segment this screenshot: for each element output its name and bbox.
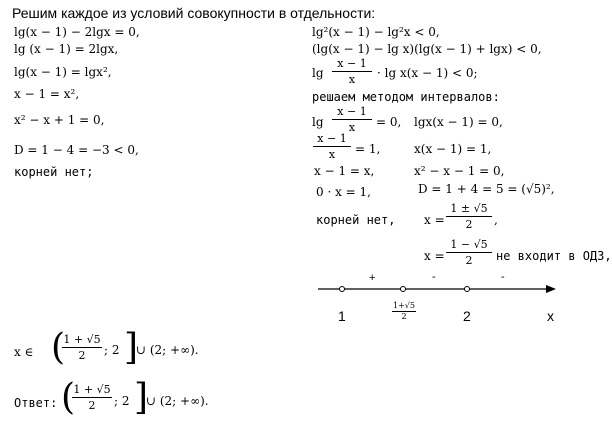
r5-denominator: x [328,148,336,161]
r5-rest: = 1, [355,142,381,156]
sign-3: - [501,271,505,283]
sign-2: - [432,271,436,283]
label-mid-numerator: 1+√5 [393,301,415,310]
r9-note: не входит в ОДЗ, [496,249,612,263]
union-prefix: x ∈ [14,345,34,359]
label-2: 2 [463,308,471,324]
union-denominator: 2 [78,349,86,362]
right-line-1: lg²(x − 1) − lg²x < 0, [312,25,440,39]
union-numerator: 1 + √5 [63,333,101,346]
label-1: 1 [338,308,346,324]
number-line-arrow [546,285,556,293]
point-2 [465,287,470,292]
r3-numerator: x − 1 [337,57,367,70]
left-line-4: x − 1 = x², [14,87,80,101]
answer-after-fraction: ; 2 [114,394,130,408]
r9-denominator: 2 [465,254,473,267]
r5b: x(x − 1) = 1, [414,142,492,156]
r5-numerator: x − 1 [317,132,347,145]
left-line-3: lg(x − 1) = lgx², [14,65,112,79]
label-mid-denominator: 2 [401,312,407,321]
r8-x: x = [424,213,445,227]
answer-close-paren: ] [134,377,149,418]
right-line-2: (lg(x − 1) − lg x)(lg(x − 1) + lgx) < 0, [312,42,542,56]
r8-numerator: 1 ± √5 [450,202,488,215]
r3-rest: · lg x(x − 1) < 0; [377,66,478,80]
answer-label: Ответ: [14,396,58,410]
axis-label-x: x [547,308,554,324]
union-after-fraction: ; 2 [104,343,120,357]
left-line-6: D = 1 − 4 = −3 < 0, [14,143,139,157]
point-mid [401,287,406,292]
left-line-1: lg(x − 1) − 2lgx = 0, [14,25,140,39]
union-suffix: ∪ (2; +∞). [136,343,199,357]
answer-fraction [72,384,112,411]
left-line-7: корней нет; [14,165,94,179]
answer-open-paren: ( [61,377,76,418]
heading: Решим каждое из условий совокупности в отдельности: [12,5,376,21]
method-text: решаем методом интервалов: [312,90,500,104]
union-open-paren: ( [51,327,66,368]
r9-x: x = [424,249,445,263]
r4b: lgx(x − 1) = 0, [414,115,503,129]
r7b: D = 1 + 4 = 5 = (√5)², [418,182,555,196]
r6b: x² − x − 1 = 0, [414,164,505,178]
r4-numerator: x − 1 [337,105,367,118]
r3-denominator: x [348,73,356,86]
answer-denominator: 2 [88,399,96,412]
r4-rest: = 0, [376,115,402,129]
sign-1: + [369,272,376,284]
left-line-5: x² − x + 1 = 0, [14,113,105,127]
answer-numerator: 1 + √5 [73,383,111,396]
r8-end: , [494,213,498,227]
union-fraction [62,334,102,361]
r7: 0 · x = 1, [316,185,371,199]
r4-denominator: x [348,121,356,134]
label-mid-fraction [392,302,416,321]
r6: x − 1 = x, [314,164,375,178]
left-line-2: lg (x − 1) = 2lgx, [14,42,119,56]
union-close-paren: ] [124,327,139,368]
r3-lg: lg [312,66,324,80]
r9-numerator: 1 − √5 [450,238,488,251]
r8: корней нет, [316,213,396,227]
r8-denominator: 2 [465,218,473,231]
point-1 [340,287,345,292]
answer-suffix: ∪ (2; +∞). [146,394,209,408]
r4-lg: lg [312,115,324,129]
